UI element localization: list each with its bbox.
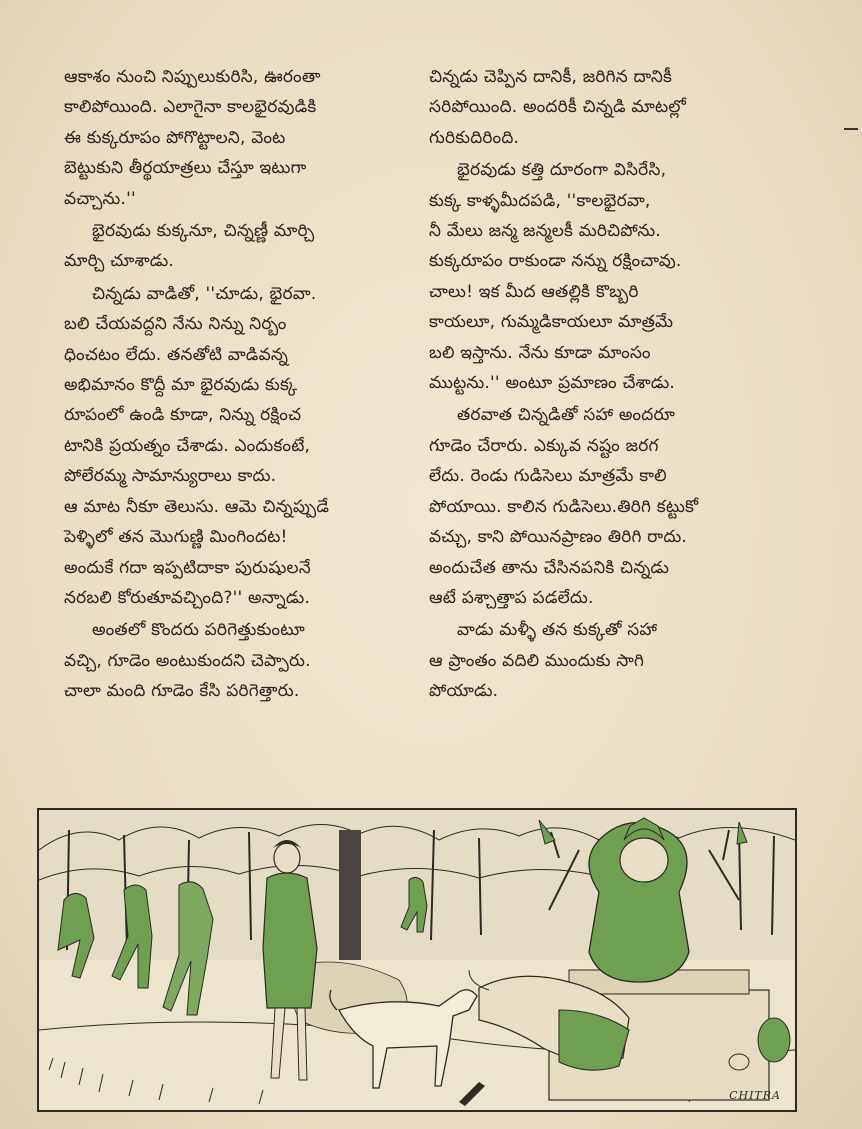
paragraph: వాడు మళ్ళీ తన కుక్కతో సహా ఆ ప్రాంతం వదిలి ముందుకు సాగి పోయాడు. [429,620,658,702]
paragraph: అంతలో కొందరు పరిగెత్తుకుంటూ వచ్చి, గూడెం అంటుకుందని చెప్పారు. చాలా మంది గూడెం కేసి పరిగెత్తారు. [64,620,311,702]
illustration-scene [39,810,795,1110]
paragraph: భైరవుడు కుక్కనూ, చిన్నణ్ణీ మార్చి మార్చి చూశాడు. [64,221,315,272]
left-text-column [64,62,426,709]
right-text-column [429,62,801,709]
paragraph: ఆకాశం నుంచి నిప్పులుకురిసి, ఊరంతా కాలిపోయింది. ఎలాగైనా కాలభైరవుడికి ఈ కుక్కరూపం పోగొట్టాలని, వెంట బెట్టుకుని తీర్థయాత్రలు చేస్తూ ఇటుగా వచ్చాను.'' [64,67,321,209]
story-illustration [37,808,797,1112]
artist-signature: CHITRA [729,1089,781,1102]
page-edge-mark [844,128,858,130]
paragraph: తరవాత చిన్నడితో సహా అందరూ గూడెం చేరారు. ఎక్కువ నష్టం జరగ లేదు. రెండు గుడిసెలు మాత్రమే కాలి పోయాయి. కాలిన గుడిసెలు.తిరిగి కట్టుకో వచ్చు, కాని పోయినప్రాణం తిరిగి రాదు. అందుచేత తాను చేసినపనికి చిన్నడు ఆటే పశ్చాత్తాప పడలేదు. [429,405,699,608]
paragraph: భైరవుడు కత్తి దూరంగా విసిరేసి, కుక్క కాళ్ళమీదపడి, ''కాలభైరవా, నీ మేలు జన్మ జన్మలకీ మరిచిపోను. కుక్కరూపం రాకుండా నన్ను రక్షించావు. చాలు! ఇక మీద ఆతల్లికి కొబ్బరి కాయలూ, గుమ్మడికాయలూ మాత్రమే బలి ఇస్తాను. నేను కూడా మాంసం ముట్టను.'' అంటూ ప్రమాణం చేశాడు. [429,160,682,394]
paragraph: చిన్నడు చెప్పిన దానికీ, జరిగిన దానికీ సరిపోయింది. అందరికీ చిన్నడి మాటల్లో గురికుదిరింది. [429,67,687,148]
paragraph: చిన్నడు వాడితో, ''చూడు, భైరవా. బలి చేయవద్దని నేను నిన్ను నిర్బం ధించటం లేదు. తనతోటి వాడివన్న అభిమానం కొద్దీ మా భైరవుడు కుక్క రూపంలో ఉండి కూడా, నిన్ను రక్షించ టానికి ప్రయత్నం చేశాడు. ఎందుకంటే, పోలేరమ్మ సామాన్యురాలు కాదు. ఆ మాట నీకూ తెలుసు. ఆమె చిన్నప్పుడే పెళ్ళిలో తన మొగుణ్ణి మింగిందట! అందుకే గదా ఇప్పటిదాకా పురుషులనే నరబలి కోరుతూవచ్చింది?'' అన్నాడు. [64,283,330,608]
